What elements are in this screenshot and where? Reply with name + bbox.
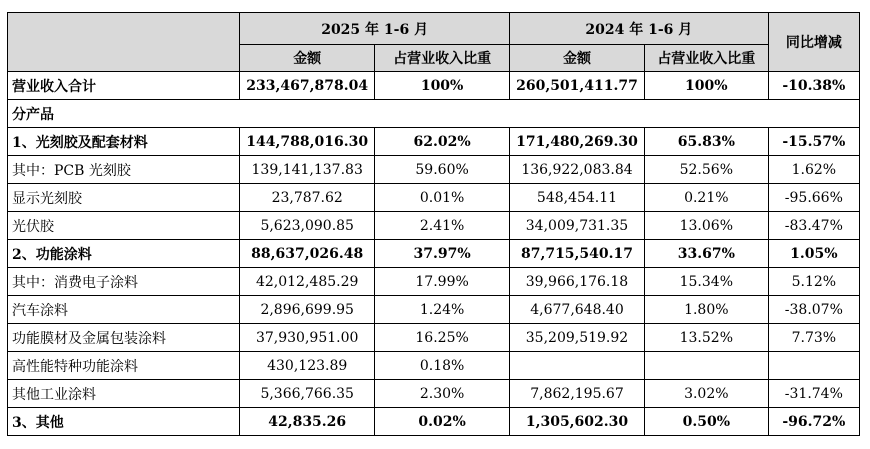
share-2024: 13.52% <box>644 324 768 352</box>
table-row <box>8 212 860 240</box>
header-corner-cell <box>8 13 240 72</box>
amount-2024 <box>510 352 645 380</box>
share-2025: 0.18% <box>375 352 510 380</box>
header-period-2025: 2025 年 1-6 月 <box>240 13 510 45</box>
amount-2025: 2,896,699.95 <box>240 296 375 324</box>
yoy-change: -15.57% <box>768 128 859 156</box>
share-2025: 17.99% <box>375 268 510 296</box>
amount-2025: 23,787.62 <box>240 184 375 212</box>
table-row <box>8 352 860 380</box>
yoy-change: -83.47% <box>768 212 859 240</box>
share-2025: 1.24% <box>375 296 510 324</box>
amount-2024: 39,966,176.18 <box>510 268 645 296</box>
share-2024: 52.56% <box>644 156 768 184</box>
revenue-breakdown-table <box>7 12 860 436</box>
share-2025: 2.30% <box>375 380 510 408</box>
amount-2025: 144,788,016.30 <box>240 128 375 156</box>
share-2024: 33.67% <box>644 240 768 268</box>
yoy-change: -10.38% <box>768 72 859 100</box>
row-label: 光伏胶 <box>8 212 240 240</box>
table-row <box>8 408 860 436</box>
table-row <box>8 240 860 268</box>
yoy-change: 1.62% <box>768 156 859 184</box>
share-2024: 15.34% <box>644 268 768 296</box>
amount-2025: 42,012,485.29 <box>240 268 375 296</box>
share-2025: 0.02% <box>375 408 510 436</box>
row-label: 其中：消费电子涂料 <box>8 268 240 296</box>
table-row <box>8 184 860 212</box>
yoy-change: -96.72% <box>768 408 859 436</box>
row-label: 汽车涂料 <box>8 296 240 324</box>
share-2025: 100% <box>375 72 510 100</box>
yoy-change <box>768 352 859 380</box>
table-row <box>8 296 860 324</box>
yoy-change: 7.73% <box>768 324 859 352</box>
share-2025: 37.97% <box>375 240 510 268</box>
row-label: 功能膜材及金属包装涂料 <box>8 324 240 352</box>
share-2025: 62.02% <box>375 128 510 156</box>
header-share-2025: 占营业收入比重 <box>375 45 510 72</box>
share-2025: 0.01% <box>375 184 510 212</box>
share-2025: 2.41% <box>375 212 510 240</box>
yoy-change: -38.07% <box>768 296 859 324</box>
amount-2025: 5,623,090.85 <box>240 212 375 240</box>
table-row-section <box>8 100 860 128</box>
table-row-total <box>8 72 860 100</box>
share-2024 <box>644 352 768 380</box>
yoy-change: -95.66% <box>768 184 859 212</box>
amount-2024: 171,480,269.30 <box>510 128 645 156</box>
amount-2024: 260,501,411.77 <box>510 72 645 100</box>
share-2024: 0.21% <box>644 184 768 212</box>
share-2024: 1.80% <box>644 296 768 324</box>
table-row <box>8 128 860 156</box>
yoy-change: 1.05% <box>768 240 859 268</box>
share-2024: 0.50% <box>644 408 768 436</box>
section-label: 分产品 <box>8 100 860 128</box>
amount-2024: 7,862,195.67 <box>510 380 645 408</box>
amount-2024: 1,305,602.30 <box>510 408 645 436</box>
amount-2025: 42,835.26 <box>240 408 375 436</box>
row-label: 3、其他 <box>8 408 240 436</box>
amount-2024: 4,677,648.40 <box>510 296 645 324</box>
amount-2024: 136,922,083.84 <box>510 156 645 184</box>
header-row-periods <box>8 13 860 45</box>
amount-2025: 233,467,878.04 <box>240 72 375 100</box>
row-label: 显示光刻胶 <box>8 184 240 212</box>
share-2024: 3.02% <box>644 380 768 408</box>
yoy-change: -31.74% <box>768 380 859 408</box>
amount-2024: 35,209,519.92 <box>510 324 645 352</box>
share-2025: 16.25% <box>375 324 510 352</box>
table-row <box>8 380 860 408</box>
table-row <box>8 324 860 352</box>
header-yoy: 同比增减 <box>768 13 859 72</box>
row-label: 1、光刻胶及配套材料 <box>8 128 240 156</box>
amount-2025: 88,637,026.48 <box>240 240 375 268</box>
row-label: 其他工业涂料 <box>8 380 240 408</box>
amount-2024: 34,009,731.35 <box>510 212 645 240</box>
share-2024: 65.83% <box>644 128 768 156</box>
yoy-change: 5.12% <box>768 268 859 296</box>
amount-2025: 430,123.89 <box>240 352 375 380</box>
share-2024: 100% <box>644 72 768 100</box>
table-row <box>8 156 860 184</box>
row-label: 2、功能涂料 <box>8 240 240 268</box>
amount-2025: 5,366,766.35 <box>240 380 375 408</box>
amount-2024: 548,454.11 <box>510 184 645 212</box>
row-label: 高性能特种功能涂料 <box>8 352 240 380</box>
header-share-2024: 占营业收入比重 <box>644 45 768 72</box>
header-period-2024: 2024 年 1-6 月 <box>510 13 769 45</box>
share-2024: 13.06% <box>644 212 768 240</box>
amount-2025: 139,141,137.83 <box>240 156 375 184</box>
row-label: 其中：PCB 光刻胶 <box>8 156 240 184</box>
header-amount-2024: 金额 <box>510 45 645 72</box>
table-row <box>8 268 860 296</box>
share-2025: 59.60% <box>375 156 510 184</box>
amount-2025: 37,930,951.00 <box>240 324 375 352</box>
amount-2024: 87,715,540.17 <box>510 240 645 268</box>
row-label: 营业收入合计 <box>8 72 240 100</box>
header-amount-2025: 金额 <box>240 45 375 72</box>
